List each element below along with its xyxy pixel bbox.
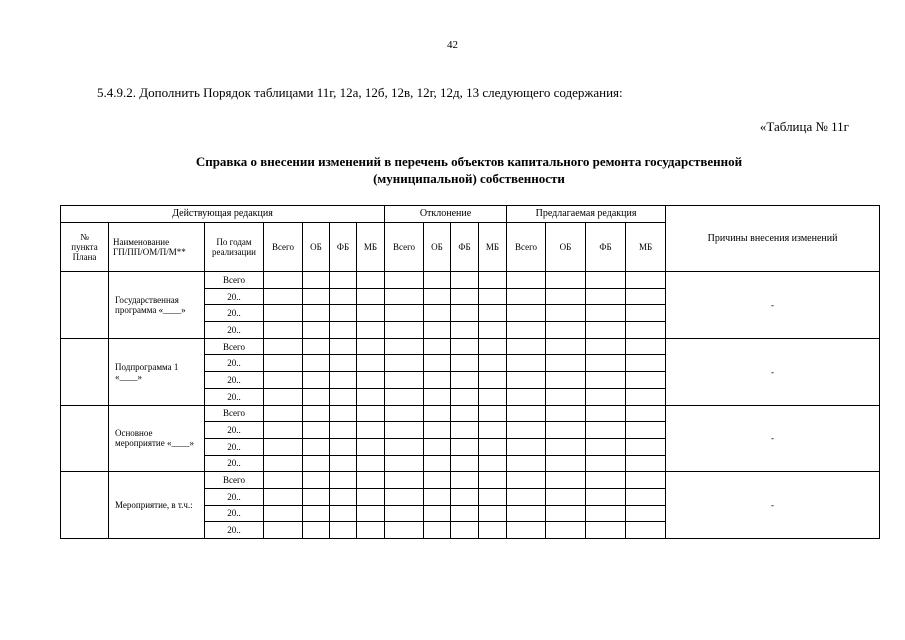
value-cell [626, 388, 666, 405]
value-cell [330, 505, 357, 522]
table-row [61, 338, 880, 355]
value-cell [479, 372, 507, 389]
value-cell [451, 305, 479, 322]
value-cell [451, 505, 479, 522]
value-cell [546, 288, 586, 305]
value-cell [546, 422, 586, 439]
value-cell [424, 422, 451, 439]
item-name-cell: Государственная программа «____» [109, 272, 205, 339]
value-cell [586, 305, 626, 322]
value-cell [385, 338, 424, 355]
value-cell [451, 455, 479, 472]
value-cell [451, 472, 479, 489]
value-cell [330, 488, 357, 505]
value-cell [264, 438, 303, 455]
value-cell [546, 305, 586, 322]
table-row [61, 272, 880, 289]
value-cell [626, 522, 666, 539]
row-label-year: 20.. [205, 305, 264, 322]
header-deviation-mb: МБ [479, 223, 507, 272]
row-label-year: 20.. [205, 388, 264, 405]
value-cell [626, 288, 666, 305]
value-cell [507, 505, 546, 522]
value-cell [626, 505, 666, 522]
value-cell [303, 272, 330, 289]
item-number-cell [61, 338, 109, 405]
value-cell [479, 488, 507, 505]
value-cell [626, 488, 666, 505]
value-cell [507, 305, 546, 322]
row-label-year: 20.. [205, 372, 264, 389]
value-cell [330, 322, 357, 339]
value-cell [546, 355, 586, 372]
value-cell [507, 372, 546, 389]
value-cell [479, 472, 507, 489]
value-cell [303, 338, 330, 355]
value-cell [264, 338, 303, 355]
value-cell [264, 322, 303, 339]
value-cell [357, 272, 385, 289]
value-cell [626, 472, 666, 489]
header-current-mb: МБ [357, 223, 385, 272]
value-cell [264, 355, 303, 372]
value-cell [479, 305, 507, 322]
value-cell [264, 288, 303, 305]
value-cell [385, 288, 424, 305]
header-item-number: № пункта Плана [61, 223, 109, 272]
row-label-year: 20.. [205, 505, 264, 522]
value-cell [479, 505, 507, 522]
value-cell [264, 372, 303, 389]
page-number: 42 [447, 39, 458, 51]
value-cell [357, 422, 385, 439]
value-cell [546, 372, 586, 389]
value-cell [385, 272, 424, 289]
value-cell [330, 472, 357, 489]
value-cell [264, 422, 303, 439]
value-cell [586, 322, 626, 339]
row-label-total: Всего [205, 472, 264, 489]
table-row [61, 405, 880, 422]
value-cell [479, 322, 507, 339]
header-deviation-total: Всего [385, 223, 424, 272]
value-cell [507, 422, 546, 439]
document-title [60, 153, 878, 187]
value-cell [586, 472, 626, 489]
value-cell [385, 422, 424, 439]
value-cell [330, 455, 357, 472]
value-cell [451, 438, 479, 455]
amendment-paragraph: 5.4.9.2. Дополнить Порядок таблицами 11г, 12а, 12б, 12в, 12г, 12д, 13 следующего содержания: [97, 85, 623, 100]
value-cell [546, 438, 586, 455]
value-cell [586, 488, 626, 505]
value-cell [626, 355, 666, 372]
value-cell [507, 455, 546, 472]
value-cell [357, 322, 385, 339]
value-cell [330, 305, 357, 322]
value-cell [357, 372, 385, 389]
value-cell [330, 338, 357, 355]
value-cell [479, 522, 507, 539]
value-cell [424, 305, 451, 322]
value-cell [357, 305, 385, 322]
value-cell [507, 472, 546, 489]
value-cell [586, 405, 626, 422]
header-proposed-ob: ОБ [546, 223, 586, 272]
value-cell [385, 505, 424, 522]
value-cell [479, 422, 507, 439]
value-cell [546, 455, 586, 472]
value-cell [424, 488, 451, 505]
value-cell [424, 405, 451, 422]
value-cell [626, 305, 666, 322]
value-cell [626, 338, 666, 355]
value-cell [303, 438, 330, 455]
value-cell [330, 438, 357, 455]
value-cell [424, 438, 451, 455]
value-cell [424, 388, 451, 405]
value-cell [546, 472, 586, 489]
row-label-year: 20.. [205, 438, 264, 455]
value-cell [586, 272, 626, 289]
header-name: Наименование ГП/ПП/ОМ/П/М** [109, 223, 205, 272]
value-cell [586, 388, 626, 405]
header-current-edition: Действующая редакция [61, 206, 385, 223]
value-cell [507, 405, 546, 422]
value-cell [424, 455, 451, 472]
value-cell [546, 338, 586, 355]
value-cell [264, 472, 303, 489]
value-cell [507, 272, 546, 289]
value-cell [451, 322, 479, 339]
row-label-total: Всего [205, 338, 264, 355]
header-proposed-fb: ФБ [586, 223, 626, 272]
value-cell [303, 305, 330, 322]
value-cell [479, 338, 507, 355]
item-name-cell: Основное мероприятие «____» [109, 405, 205, 472]
value-cell [385, 305, 424, 322]
value-cell [507, 322, 546, 339]
value-cell [507, 388, 546, 405]
value-cell [357, 488, 385, 505]
value-cell [330, 372, 357, 389]
title-line-2: (муниципальной) собственности [373, 171, 565, 186]
value-cell [586, 422, 626, 439]
row-label-year: 20.. [205, 422, 264, 439]
header-reasons: Причины внесения изменений [666, 206, 880, 272]
row-label-year: 20.. [205, 288, 264, 305]
value-cell [451, 338, 479, 355]
header-current-fb: ФБ [330, 223, 357, 272]
value-cell [303, 522, 330, 539]
value-cell [586, 522, 626, 539]
header-deviation: Отклонение [385, 206, 507, 223]
row-label-total: Всего [205, 272, 264, 289]
value-cell [424, 472, 451, 489]
value-cell [546, 522, 586, 539]
value-cell [264, 405, 303, 422]
value-cell [385, 488, 424, 505]
value-cell [546, 405, 586, 422]
value-cell [507, 355, 546, 372]
value-cell [357, 472, 385, 489]
value-cell [303, 405, 330, 422]
value-cell [586, 438, 626, 455]
value-cell [586, 455, 626, 472]
value-cell [451, 272, 479, 289]
value-cell [451, 355, 479, 372]
value-cell [451, 288, 479, 305]
value-cell [385, 455, 424, 472]
value-cell [330, 422, 357, 439]
row-label-year: 20.. [205, 488, 264, 505]
reason-cell: - [666, 272, 880, 339]
value-cell [424, 522, 451, 539]
value-cell [303, 488, 330, 505]
value-cell [451, 388, 479, 405]
value-cell [303, 388, 330, 405]
value-cell [385, 355, 424, 372]
item-number-cell [61, 405, 109, 472]
value-cell [330, 288, 357, 305]
value-cell [264, 505, 303, 522]
value-cell [424, 272, 451, 289]
value-cell [626, 455, 666, 472]
value-cell [626, 322, 666, 339]
title-line-1: Справка о внесении изменений в перечень объектов капитального ремонта государственной [195, 154, 743, 169]
table-row [61, 472, 880, 489]
header-years: По годам реализации [205, 223, 264, 272]
value-cell [264, 455, 303, 472]
value-cell [507, 338, 546, 355]
value-cell [451, 405, 479, 422]
value-cell [264, 272, 303, 289]
reason-cell: - [666, 405, 880, 472]
value-cell [330, 355, 357, 372]
value-cell [357, 438, 385, 455]
value-cell [385, 522, 424, 539]
value-cell [424, 288, 451, 305]
item-number-cell [61, 472, 109, 539]
value-cell [451, 522, 479, 539]
value-cell [451, 422, 479, 439]
value-cell [303, 505, 330, 522]
value-cell [385, 438, 424, 455]
value-cell [586, 505, 626, 522]
header-proposed-mb: МБ [626, 223, 666, 272]
value-cell [479, 355, 507, 372]
value-cell [586, 372, 626, 389]
value-cell [586, 288, 626, 305]
value-cell [303, 455, 330, 472]
table-label: «Таблица № 11г [759, 119, 849, 134]
item-name-cell: Подпрограмма 1 «____» [109, 338, 205, 405]
value-cell [507, 522, 546, 539]
reason-cell: - [666, 472, 880, 539]
value-cell [546, 388, 586, 405]
header-deviation-fb: ФБ [451, 223, 479, 272]
item-number-cell [61, 272, 109, 339]
value-cell [479, 288, 507, 305]
value-cell [303, 422, 330, 439]
value-cell [626, 272, 666, 289]
value-cell [479, 438, 507, 455]
value-cell [507, 488, 546, 505]
header-current-ob: ОБ [303, 223, 330, 272]
value-cell [385, 322, 424, 339]
value-cell [424, 355, 451, 372]
value-cell [357, 522, 385, 539]
value-cell [546, 505, 586, 522]
value-cell [586, 338, 626, 355]
value-cell [303, 372, 330, 389]
value-cell [546, 272, 586, 289]
row-label-year: 20.. [205, 522, 264, 539]
value-cell [264, 488, 303, 505]
value-cell [546, 322, 586, 339]
value-cell [507, 438, 546, 455]
value-cell [357, 388, 385, 405]
value-cell [303, 288, 330, 305]
value-cell [479, 388, 507, 405]
reason-cell: - [666, 338, 880, 405]
row-label-total: Всего [205, 405, 264, 422]
value-cell [424, 505, 451, 522]
row-label-year: 20.. [205, 322, 264, 339]
value-cell [626, 422, 666, 439]
value-cell [451, 372, 479, 389]
item-name-cell: Мероприятие, в т.ч.: [109, 472, 205, 539]
value-cell [479, 272, 507, 289]
value-cell [357, 405, 385, 422]
value-cell [303, 322, 330, 339]
value-cell [357, 505, 385, 522]
value-cell [330, 405, 357, 422]
value-cell [264, 388, 303, 405]
value-cell [451, 488, 479, 505]
value-cell [626, 438, 666, 455]
row-label-year: 20.. [205, 355, 264, 372]
value-cell [626, 405, 666, 422]
value-cell [424, 338, 451, 355]
value-cell [385, 388, 424, 405]
value-cell [357, 338, 385, 355]
value-cell [479, 455, 507, 472]
header-proposed-edition: Предлагаемая редакция [507, 206, 666, 223]
value-cell [385, 372, 424, 389]
value-cell [626, 372, 666, 389]
value-cell [357, 355, 385, 372]
header-current-total: Всего [264, 223, 303, 272]
value-cell [479, 405, 507, 422]
value-cell [385, 405, 424, 422]
value-cell [586, 355, 626, 372]
header-deviation-ob: ОБ [424, 223, 451, 272]
header-proposed-total: Всего [507, 223, 546, 272]
value-cell [264, 305, 303, 322]
value-cell [357, 288, 385, 305]
value-cell [264, 522, 303, 539]
value-cell [330, 272, 357, 289]
value-cell [424, 322, 451, 339]
value-cell [507, 288, 546, 305]
value-cell [546, 488, 586, 505]
value-cell [330, 388, 357, 405]
value-cell [357, 455, 385, 472]
value-cell [385, 472, 424, 489]
changes-table [60, 205, 880, 539]
row-label-year: 20.. [205, 455, 264, 472]
value-cell [303, 355, 330, 372]
value-cell [330, 522, 357, 539]
value-cell [303, 472, 330, 489]
value-cell [424, 372, 451, 389]
